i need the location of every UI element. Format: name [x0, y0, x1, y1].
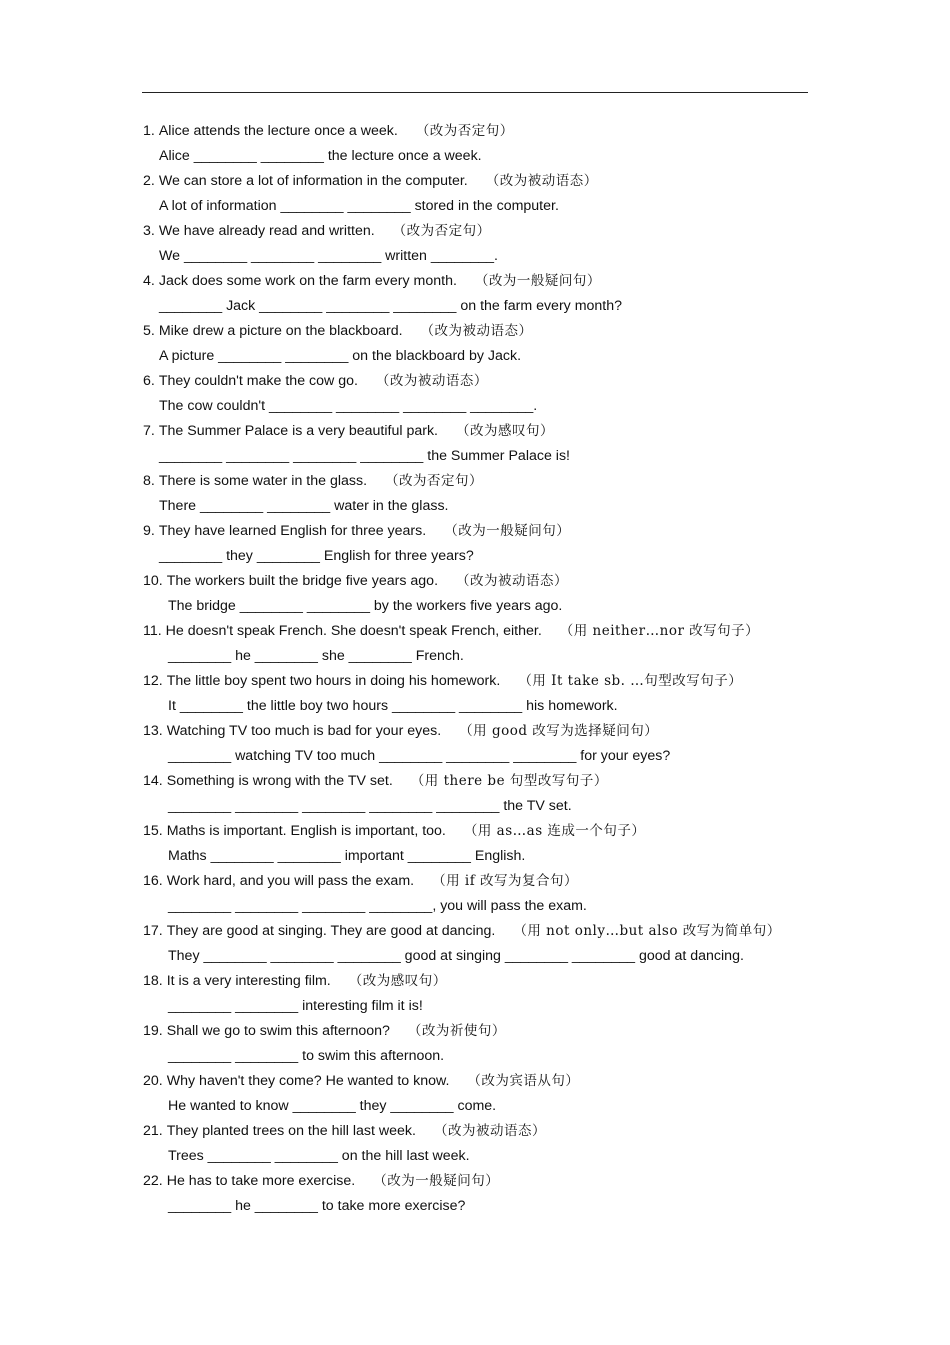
- question-line: [143, 819, 833, 844]
- exercise-item: [143, 769, 833, 819]
- question-instruction: （用 if 改写为复合句）: [432, 873, 578, 889]
- question-sentence: They are good at singing. They are good at dancing.: [166, 923, 496, 939]
- question-number: 22.: [143, 1173, 163, 1189]
- question-sentence: The workers built the bridge five years ago.: [166, 573, 439, 589]
- answer-line: It ________ the little boy two hours ________ ________ his homework.: [168, 698, 618, 714]
- question-instruction: （改为否定句）: [392, 223, 491, 239]
- answer-line: We ________ ________ ________ written ________.: [159, 248, 498, 264]
- question-sentence: The Summer Palace is a very beautiful park.: [158, 423, 438, 439]
- answer-line: ________ he ________ to take more exercise?: [168, 1198, 466, 1214]
- answer-line: They ________ ________ ________ good at singing ________ ________ good at dancing.: [168, 948, 744, 964]
- exercise-item: [143, 569, 833, 619]
- question-sentence: It is a very interesting film.: [166, 973, 331, 989]
- question-line: [143, 919, 833, 944]
- question-instruction: （用 not only…but also 改写为简单句）: [513, 923, 781, 939]
- question-instruction: （改为被动语态）: [420, 323, 533, 339]
- question-line: [143, 519, 833, 544]
- question-instruction: （用 there be 句型改写句子）: [410, 773, 608, 789]
- question-instruction: （用 neither…nor 改写句子）: [559, 623, 760, 639]
- answer-line: Trees ________ ________ on the hill last week.: [168, 1148, 470, 1164]
- question-instruction: （改为被动语态）: [433, 1123, 546, 1139]
- question-number: 3.: [143, 223, 155, 239]
- exercise-item: [143, 1119, 833, 1169]
- answer-line: ________ ________ ________ ________ ________ the TV set.: [168, 798, 572, 814]
- question-number: 20.: [143, 1073, 163, 1089]
- question-line: [143, 369, 833, 394]
- question-line: [143, 569, 833, 594]
- answer-line: ________ ________ ________ ________, you will pass the exam.: [168, 898, 587, 914]
- question-instruction: （改为被动语态）: [456, 573, 569, 589]
- question-instruction: （改为被动语态）: [485, 173, 598, 189]
- question-line: [143, 219, 833, 244]
- question-instruction: （用 good 改写为选择疑问句）: [459, 723, 659, 739]
- exercise-item: [143, 369, 833, 419]
- exercise-item: [143, 819, 833, 869]
- exercise-item: [143, 1169, 833, 1219]
- question-number: 4.: [143, 273, 155, 289]
- question-line: [143, 1169, 833, 1194]
- question-number: 8.: [143, 473, 155, 489]
- answer-line: A lot of information ________ ________ stored in the computer.: [159, 198, 559, 214]
- question-sentence: Work hard, and you will pass the exam.: [166, 873, 415, 889]
- answer-line: There ________ ________ water in the glass.: [159, 498, 449, 514]
- answer-line: ________ they ________ English for three years?: [159, 548, 474, 564]
- question-sentence: Something is wrong with the TV set.: [166, 773, 393, 789]
- exercise-item: [143, 119, 833, 169]
- question-line: [143, 669, 833, 694]
- exercise-item: [143, 869, 833, 919]
- question-sentence: He doesn't speak French. She doesn't speak French, either.: [165, 623, 542, 639]
- question-number: 17.: [143, 923, 163, 939]
- exercise-item: [143, 969, 833, 1019]
- question-line: [143, 1119, 833, 1144]
- question-line: [143, 1019, 833, 1044]
- exercise-item: [143, 469, 833, 519]
- answer-line: ________ ________ ________ ________ the Summer Palace is!: [159, 448, 570, 464]
- answer-line: ________ ________ to swim this afternoon.: [168, 1048, 445, 1064]
- question-line: [143, 1069, 833, 1094]
- question-line: [143, 619, 833, 644]
- question-line: [143, 869, 833, 894]
- question-number: 11.: [143, 623, 162, 639]
- question-instruction: （改为否定句）: [415, 123, 514, 139]
- question-number: 18.: [143, 973, 163, 989]
- exercise-item: [143, 919, 833, 969]
- answer-line: He wanted to know ________ they ________ come.: [168, 1098, 497, 1114]
- question-sentence: Jack does some work on the farm every month.: [158, 273, 457, 289]
- answer-line: ________ watching TV too much ________ ________ ________ for your eyes?: [168, 748, 671, 764]
- answer-line: Alice ________ ________ the lecture once a week.: [159, 148, 482, 164]
- question-sentence: Alice attends the lecture once a week.: [158, 123, 398, 139]
- question-instruction: （改为一般疑问句）: [444, 523, 571, 539]
- question-number: 12.: [143, 673, 163, 689]
- question-instruction: （改为祈使句）: [407, 1023, 506, 1039]
- question-instruction: （改为感叹句）: [456, 423, 554, 439]
- question-line: [143, 269, 833, 294]
- exercise-item: [143, 269, 833, 319]
- question-instruction: （用 as…as 连成一个句子）: [463, 823, 646, 839]
- question-sentence: They have learned English for three years.: [158, 523, 427, 539]
- exercise-item: [143, 219, 833, 269]
- exercise-item: [143, 1019, 833, 1069]
- question-sentence: The little boy spent two hours in doing his homework.: [166, 673, 501, 689]
- answer-line: The bridge ________ ________ by the workers five years ago.: [168, 598, 563, 614]
- question-instruction: （改为一般疑问句）: [474, 273, 601, 289]
- question-number: 16.: [143, 873, 163, 889]
- header-rule: [142, 92, 808, 93]
- question-number: 6.: [143, 373, 155, 389]
- question-number: 7.: [143, 423, 155, 439]
- question-sentence: They couldn't make the cow go.: [158, 373, 358, 389]
- question-line: [143, 769, 833, 794]
- question-number: 13.: [143, 723, 163, 739]
- exercise-item: [143, 319, 833, 369]
- exercise-list: [143, 119, 833, 1219]
- exercise-item: [143, 519, 833, 569]
- question-number: 14.: [143, 773, 163, 789]
- answer-line: The cow couldn't ________ ________ ________ ________.: [159, 398, 538, 414]
- question-number: 9.: [143, 523, 155, 539]
- answer-line: ________ ________ interesting film it is!: [168, 998, 423, 1014]
- question-number: 15.: [143, 823, 163, 839]
- question-sentence: There is some water in the glass.: [158, 473, 368, 489]
- exercise-item: [143, 169, 833, 219]
- question-instruction: （用 It take sb. …句型改写句子）: [518, 673, 743, 689]
- question-sentence: They planted trees on the hill last week.: [166, 1123, 416, 1139]
- question-number: 1.: [143, 123, 155, 139]
- question-instruction: （改为宾语从句）: [467, 1073, 580, 1089]
- question-line: [143, 119, 833, 144]
- question-line: [143, 169, 833, 194]
- exercise-item: [143, 419, 833, 469]
- exercise-item: [143, 719, 833, 769]
- answer-line: Maths ________ ________ important ________ English.: [168, 848, 526, 864]
- question-sentence: Shall we go to swim this afternoon?: [166, 1023, 390, 1039]
- question-number: 5.: [143, 323, 155, 339]
- question-line: [143, 319, 833, 344]
- exercise-item: [143, 619, 833, 669]
- question-instruction: （改为被动语态）: [375, 373, 488, 389]
- exercise-item: [143, 1069, 833, 1119]
- question-sentence: We have already read and written.: [158, 223, 375, 239]
- answer-line: A picture ________ ________ on the blackboard by Jack.: [159, 348, 522, 364]
- question-line: [143, 969, 833, 994]
- question-sentence: We can store a lot of information in the computer.: [158, 173, 468, 189]
- question-instruction: （改为一般疑问句）: [373, 1173, 500, 1189]
- question-number: 21.: [143, 1123, 163, 1139]
- question-line: [143, 469, 833, 494]
- question-sentence: Watching TV too much is bad for your eyes.: [166, 723, 442, 739]
- exercise-item: [143, 669, 833, 719]
- answer-line: ________ he ________ she ________ French.: [168, 648, 464, 664]
- question-instruction: （改为否定句）: [385, 473, 484, 489]
- question-line: [143, 419, 833, 444]
- answer-line: ________ Jack ________ ________ ________ on the farm every month?: [159, 298, 623, 314]
- question-sentence: Why haven't they come? He wanted to know.: [166, 1073, 450, 1089]
- question-instruction: （改为感叹句）: [348, 973, 447, 989]
- question-number: 10.: [143, 573, 163, 589]
- question-sentence: Mike drew a picture on the blackboard.: [158, 323, 403, 339]
- question-sentence: He has to take more exercise.: [166, 1173, 356, 1189]
- question-sentence: Maths is important. English is important, too.: [166, 823, 446, 839]
- question-number: 2.: [143, 173, 155, 189]
- question-line: [143, 719, 833, 744]
- question-number: 19.: [143, 1023, 163, 1039]
